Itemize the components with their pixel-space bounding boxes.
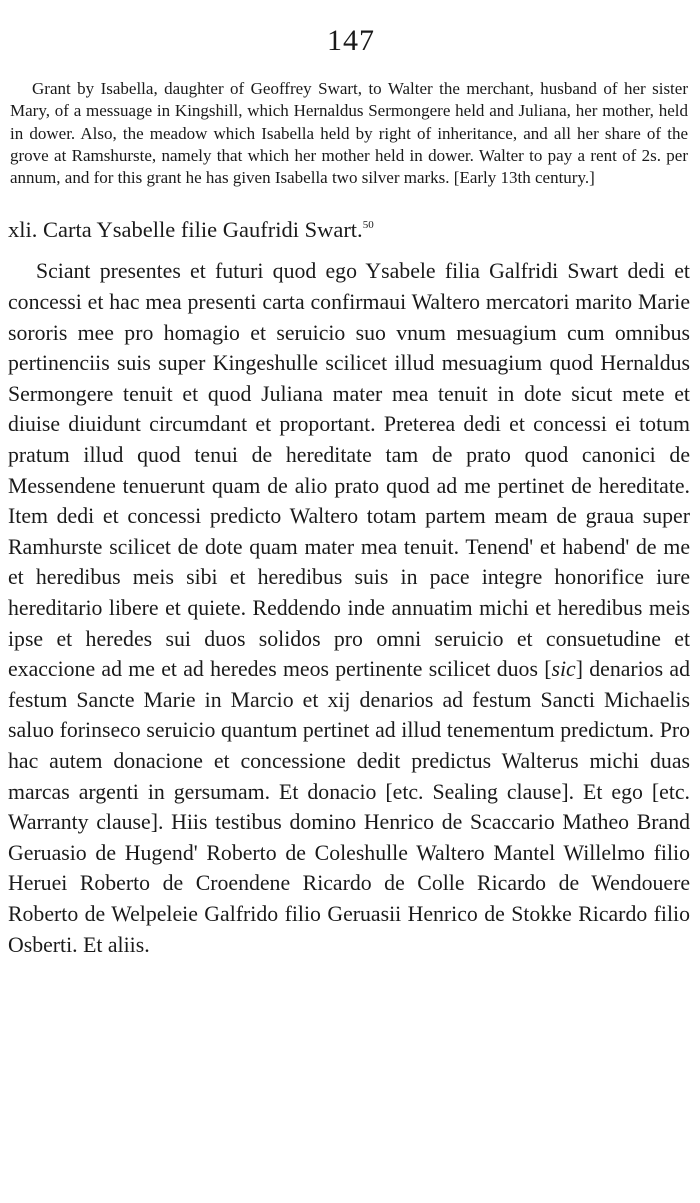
english-summary: Grant by Isabella, daughter of Geoffrey Swart, to Walter the merchant, husband of her sister Mary, of a messuage in Kingshill, which Hernaldus Sermongere held and Juliana, her mother, held in dower. Also, the meadow which Isabella held by right of inheritance, and all her share of the grove at Ramshurste, namely that which her mother held in dower. Walter to pay a rent of 2s. per annum, and for this grant he has given Isabella two silver marks. [Early 13th century.] [10, 79, 688, 188]
page-number: 147 [327, 24, 375, 57]
charter-title: xli. Carta Ysabelle filie Gaufridi Swart. [8, 217, 363, 243]
charter-heading [8, 211, 694, 244]
charter-text-part-1: Sciant presentes et futuri quod ego Ysabele filia Galfridi Swart dedi et concessi et hac mea presenti carta confirmaui Waltero mercatori marito Marie sororis mee pro homagio et seruicio suo vnum mesuagium cum omnibus pertinenciis suis super Kingeshulle scilicet illud mesuagium quod Hernaldus Sermongere tenuit et quod Juliana mater mea tenuit in dote sicut mete et diuise diuidunt circumdant et proportant. Preterea dedi et concessi ei totum pratum illud quod tenui de hereditate tam de prato quod canonici de Messendene tenuerunt quam de alio prato quod ad me pertinet de hereditate. Item dedi et concessi predicto Waltero totam partem meam de graua super Ramhurste scilicet de dote quam mater mea tenuit. Tenend' et habend' de me et heredibus meis sibi et heredibus suis in pace integre honorifice iure hereditario libere et quiete. Reddendo inde annuatim michi et heredibus meis ipse et heredes sui duos solidos pro omni seruicio et consuetudine et exaccione ad me et ad heredes meos pertinente scilicet duos [ [8, 259, 690, 682]
sic-annotation: sic [551, 657, 576, 682]
charter-latin-text [8, 256, 690, 960]
document-page [8, 0, 694, 960]
footnote-reference: 50 [362, 219, 374, 232]
charter-text-part-2: ] denarios ad festum Sancte Marie in Marcio et xij denarios ad festum Sancti Michaelis saluo forinseco seruicio quantum pertinet ad illud tenementum predictum. Pro hac autem donacione et concessione dedit predictus Walterus michi duas marcas argenti in gersumam. Et donacio [etc. Sealing clause]. Et ego [etc. Warranty clause]. Hiis testibus domino Henrico de Scaccario Matheo Brand Geruasio de Hugend' Roberto de Coleshulle Waltero Mantel Willelmo filio Heruei Roberto de Croendene Ricardo de Colle Ricardo de Wendouere Roberto de Welpeleie Galfrido filio Geruasii Henrico de Stokke Ricardo filio Osberti. Et aliis. [8, 657, 690, 957]
